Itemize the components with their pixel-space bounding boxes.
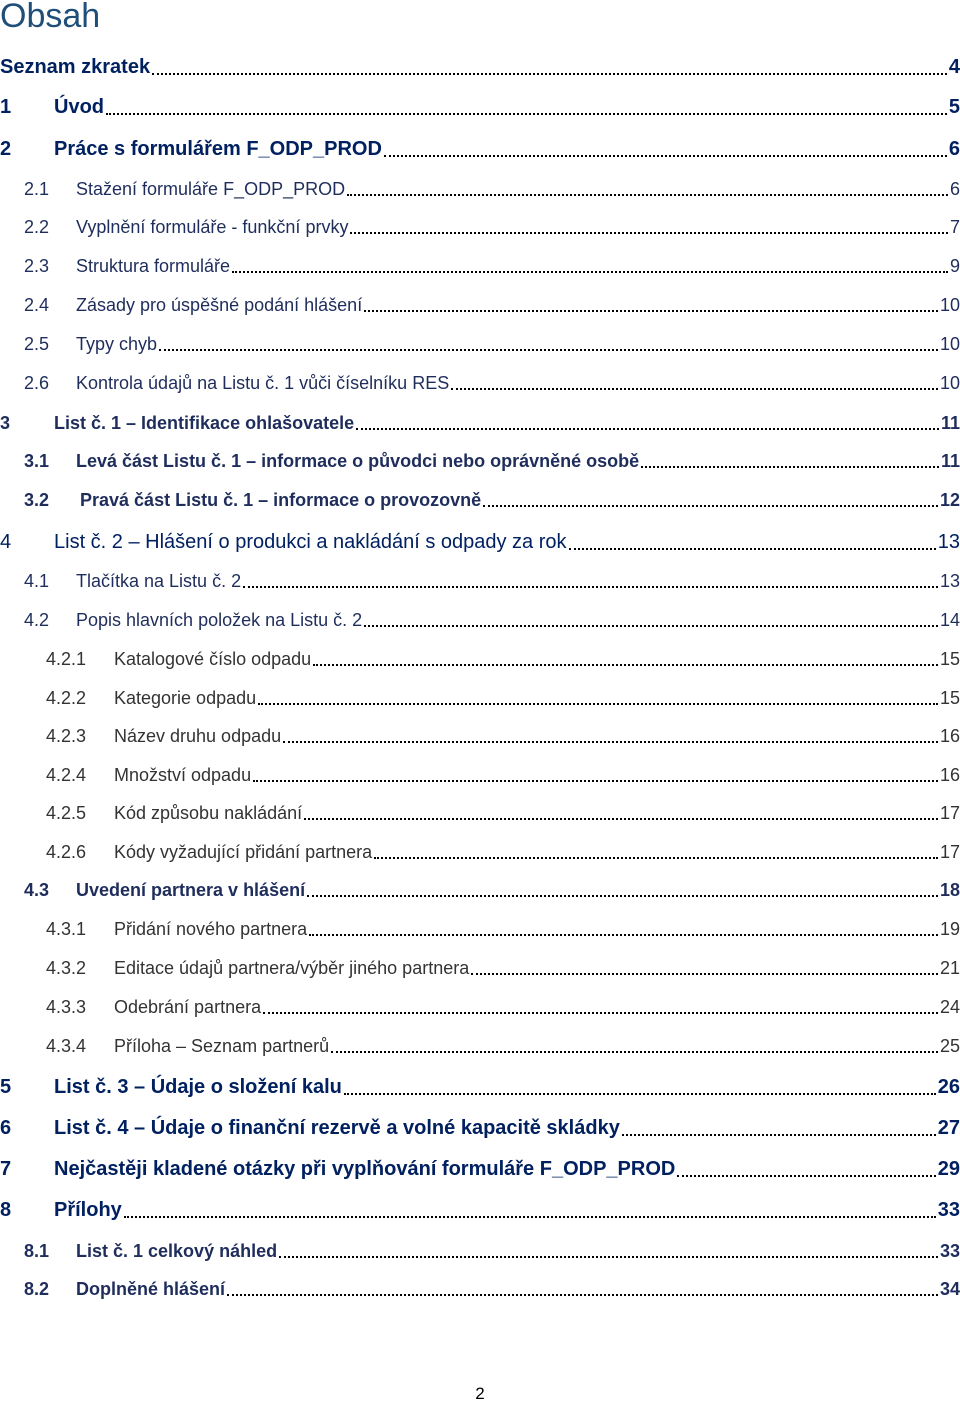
dot-leader xyxy=(232,253,948,273)
dot-leader xyxy=(641,448,939,468)
dot-leader xyxy=(227,1276,938,1296)
toc-entry-title: Kontrola údajů na Listu č. 1 vůči číselníku RES xyxy=(76,372,450,393)
dot-leader xyxy=(307,877,938,897)
dot-leader xyxy=(258,685,938,705)
toc-entry-page: 10 xyxy=(939,294,960,315)
toc-entry-number: 4.3.2 xyxy=(46,957,87,978)
toc-entry-title: Doplněné hlášení xyxy=(76,1278,226,1299)
toc-entry-page: 5 xyxy=(948,95,960,118)
toc-entry[interactable] xyxy=(0,286,960,324)
toc-entry-page: 19 xyxy=(939,918,960,939)
toc-entry-page: 9 xyxy=(949,255,960,276)
dot-leader xyxy=(304,800,938,820)
toc-entry[interactable] xyxy=(0,247,960,285)
toc-entry-page: 10 xyxy=(939,333,960,354)
toc-entry-title: Přílohy xyxy=(54,1198,122,1221)
dot-leader xyxy=(471,955,938,975)
toc-entry[interactable] xyxy=(0,949,960,987)
toc-entry[interactable] xyxy=(0,481,960,519)
dot-leader xyxy=(309,916,938,936)
dot-leader xyxy=(331,1033,938,1053)
toc-entry-title: List č. 2 – Hlášení o produkci a nakládání s odpady za rok xyxy=(54,530,567,553)
toc-entry-number: 2.5 xyxy=(24,333,50,354)
dot-leader xyxy=(313,646,938,666)
toc-entry-title: Kategorie odpadu xyxy=(114,687,257,708)
toc-entry-page: 34 xyxy=(939,1278,960,1299)
toc-entry-number: 2.3 xyxy=(24,255,50,276)
toc-entry[interactable] xyxy=(0,130,960,168)
toc-entry-number: 3.1 xyxy=(24,450,50,471)
toc-entry-page: 29 xyxy=(937,1157,960,1180)
toc-entry-page: 13 xyxy=(937,530,960,553)
dot-leader xyxy=(253,762,938,782)
toc-entry-title: List č. 1 – Identifikace ohlašovatele xyxy=(54,412,355,433)
toc-entry-number: 4.2.3 xyxy=(46,725,87,746)
toc-entry-page: 27 xyxy=(937,1116,960,1139)
dot-leader xyxy=(263,994,938,1014)
toc-entry-number: 8 xyxy=(0,1198,12,1221)
dot-leader xyxy=(283,723,938,743)
toc-entry-page: 21 xyxy=(939,957,960,978)
toc-entry-number: 4.3 xyxy=(24,879,50,900)
toc-entry[interactable] xyxy=(0,1232,960,1270)
toc-entry-title: Přidání nového partnera xyxy=(114,918,308,939)
toc-entry-number: 2.1 xyxy=(24,178,50,199)
toc-entry[interactable] xyxy=(0,756,960,794)
toc-entry-title: List č. 3 – Údaje o složení kalu xyxy=(54,1075,342,1098)
toc-entry-page: 4 xyxy=(948,55,960,78)
toc-entry-title: Příloha – Seznam partnerů xyxy=(114,1035,330,1056)
toc-entry-page: 10 xyxy=(939,372,960,393)
toc-entry[interactable] xyxy=(0,640,960,678)
toc-entry[interactable] xyxy=(0,208,960,246)
toc-entry-title: Tlačítka na Listu č. 2 xyxy=(76,570,242,591)
toc-entry-number: 1 xyxy=(0,95,12,118)
toc-entry[interactable] xyxy=(0,910,960,948)
toc-entry-page: 33 xyxy=(939,1240,960,1261)
toc-entry-number: 4.3.1 xyxy=(46,918,87,939)
dot-leader xyxy=(243,568,938,588)
toc-entry[interactable] xyxy=(0,988,960,1026)
toc-entry-number: 3.2 xyxy=(24,489,50,510)
toc-entry-page: 16 xyxy=(939,725,960,746)
toc-entry-number: 2 xyxy=(0,137,12,160)
toc-entry-page: 18 xyxy=(939,879,960,900)
toc-entry-page: 17 xyxy=(939,802,960,823)
toc-entry[interactable] xyxy=(0,523,960,561)
toc-entry[interactable] xyxy=(0,1150,960,1188)
toc-entry-title: Práce s formulářem F_ODP_PROD xyxy=(54,137,382,160)
toc-entry-number: 4 xyxy=(0,530,12,553)
dot-leader xyxy=(344,1073,936,1095)
toc-entry-page: 11 xyxy=(940,412,960,433)
toc-entry-title: List č. 4 – Údaje o finanční rezervě a volné kapacitě skládky xyxy=(54,1116,620,1139)
toc-entry-title: Uvedení partnera v hlášení xyxy=(76,879,306,900)
toc-entry[interactable] xyxy=(0,1027,960,1065)
toc-entry-number: 8.2 xyxy=(24,1278,50,1299)
toc-entry-title: Zásady pro úspěšné podání hlášení xyxy=(76,294,363,315)
toc-entry-page: 17 xyxy=(939,841,960,862)
toc-entry-page: 16 xyxy=(939,764,960,785)
dot-leader xyxy=(374,839,938,859)
toc-entry-page: 6 xyxy=(948,137,960,160)
toc-entry[interactable] xyxy=(0,1191,960,1229)
dot-leader xyxy=(569,528,936,550)
dot-leader xyxy=(364,292,938,312)
toc-entry-title: Seznam zkratek xyxy=(0,55,151,78)
toc-entry-number: 4.3.4 xyxy=(46,1035,87,1056)
dot-leader xyxy=(451,370,938,390)
toc-entry-page: 11 xyxy=(940,450,960,471)
toc-entry-page: 6 xyxy=(949,178,960,199)
dot-leader xyxy=(159,331,938,351)
toc-entry-number: 4.2.5 xyxy=(46,802,87,823)
toc-entry[interactable] xyxy=(0,404,960,442)
toc-entry-page: 13 xyxy=(939,570,960,591)
toc-entry-number: 2.4 xyxy=(24,294,50,315)
toc-entry-page: 26 xyxy=(937,1075,960,1098)
toc-entry[interactable] xyxy=(0,170,960,208)
dot-leader xyxy=(677,1155,935,1177)
toc-entry[interactable] xyxy=(0,794,960,832)
toc-entry-title: Levá část Listu č. 1 – informace o původci nebo oprávněné osobě xyxy=(76,450,640,471)
toc-entry-title: Název druhu odpadu xyxy=(114,725,282,746)
page-title: Obsah xyxy=(0,0,101,35)
toc-entry-title: Úvod xyxy=(54,95,104,118)
toc-entry-title: Editace údajů partnera/výběr jiného partnera xyxy=(114,957,470,978)
toc-entry[interactable] xyxy=(0,679,960,717)
toc-entry-title: Množství odpadu xyxy=(114,764,252,785)
toc-entry-number: 4.2.6 xyxy=(46,841,87,862)
toc-entry[interactable] xyxy=(0,1109,960,1147)
toc-entry-title: Pravá část Listu č. 1 – informace o provozovně xyxy=(80,489,482,510)
toc-entry-number: 8.1 xyxy=(24,1240,50,1261)
toc-entry[interactable] xyxy=(0,562,960,600)
toc-entry-page: 12 xyxy=(939,489,960,510)
toc-entry[interactable] xyxy=(0,1068,960,1106)
toc-entry[interactable] xyxy=(0,1270,960,1308)
toc-entry-title: Odebrání partnera xyxy=(114,996,262,1017)
dot-leader xyxy=(483,487,938,507)
toc-entry[interactable] xyxy=(0,364,960,402)
toc-entry-number: 6 xyxy=(0,1116,12,1139)
toc-entry[interactable] xyxy=(0,48,960,86)
toc-entry-title: List č. 1 celkový náhled xyxy=(76,1240,278,1261)
dot-leader xyxy=(347,176,948,196)
dot-leader xyxy=(622,1114,936,1136)
toc-entry-page: 24 xyxy=(939,996,960,1017)
dot-leader xyxy=(279,1238,938,1258)
toc-entry[interactable] xyxy=(0,325,960,363)
toc-entry-title: Vyplnění formuláře - funkční prvky xyxy=(76,216,349,237)
toc-entry-number: 4.2.2 xyxy=(46,687,87,708)
toc-entry-number: 4.2.4 xyxy=(46,764,87,785)
toc-entry-page: 25 xyxy=(939,1035,960,1056)
toc-entry[interactable] xyxy=(0,717,960,755)
dot-leader xyxy=(106,93,947,115)
toc-entry[interactable] xyxy=(0,833,960,871)
toc-entry-title: Katalogové číslo odpadu xyxy=(114,648,312,669)
toc-entry-number: 4.3.3 xyxy=(46,996,87,1017)
toc-entry-title: Kódy vyžadující přidání partnera xyxy=(114,841,373,862)
toc-entry-page: 33 xyxy=(937,1198,960,1221)
toc-entry-title: Typy chyb xyxy=(76,333,158,354)
toc-entry[interactable] xyxy=(0,88,960,126)
toc-entry-number: 3 xyxy=(0,412,11,433)
toc-entry-page: 14 xyxy=(939,609,960,630)
toc-entry-title: Nejčastěji kladené otázky při vyplňování formuláře F_ODP_PROD xyxy=(54,1157,676,1180)
toc-entry-title: Kód způsobu nakládání xyxy=(114,802,303,823)
toc-entry-title: Popis hlavních položek na Listu č. 2 xyxy=(76,609,363,630)
toc-entry-page: 15 xyxy=(939,648,960,669)
toc-entry-number: 2.2 xyxy=(24,216,50,237)
toc-entry[interactable] xyxy=(0,442,960,480)
dot-leader xyxy=(384,135,947,157)
toc-entry[interactable] xyxy=(0,601,960,639)
toc-entry-title: Struktura formuláře xyxy=(76,255,231,276)
dot-leader xyxy=(350,214,948,234)
toc-entry[interactable] xyxy=(0,871,960,909)
toc-entry-title: Stažení formuláře F_ODP_PROD xyxy=(76,178,346,199)
page-number: 2 xyxy=(475,1384,485,1403)
toc-entry-number: 5 xyxy=(0,1075,12,1098)
toc-entry-page: 7 xyxy=(949,216,960,237)
toc-entry-number: 7 xyxy=(0,1157,12,1180)
toc-entry-number: 4.2 xyxy=(24,609,50,630)
dot-leader xyxy=(152,53,947,75)
dot-leader xyxy=(124,1196,936,1218)
dot-leader xyxy=(356,410,939,430)
toc-entry-number: 2.6 xyxy=(24,372,50,393)
toc-entry-page: 15 xyxy=(939,687,960,708)
toc-entry-number: 4.2.1 xyxy=(46,648,87,669)
toc-entry-number: 4.1 xyxy=(24,570,50,591)
dot-leader xyxy=(364,607,938,627)
